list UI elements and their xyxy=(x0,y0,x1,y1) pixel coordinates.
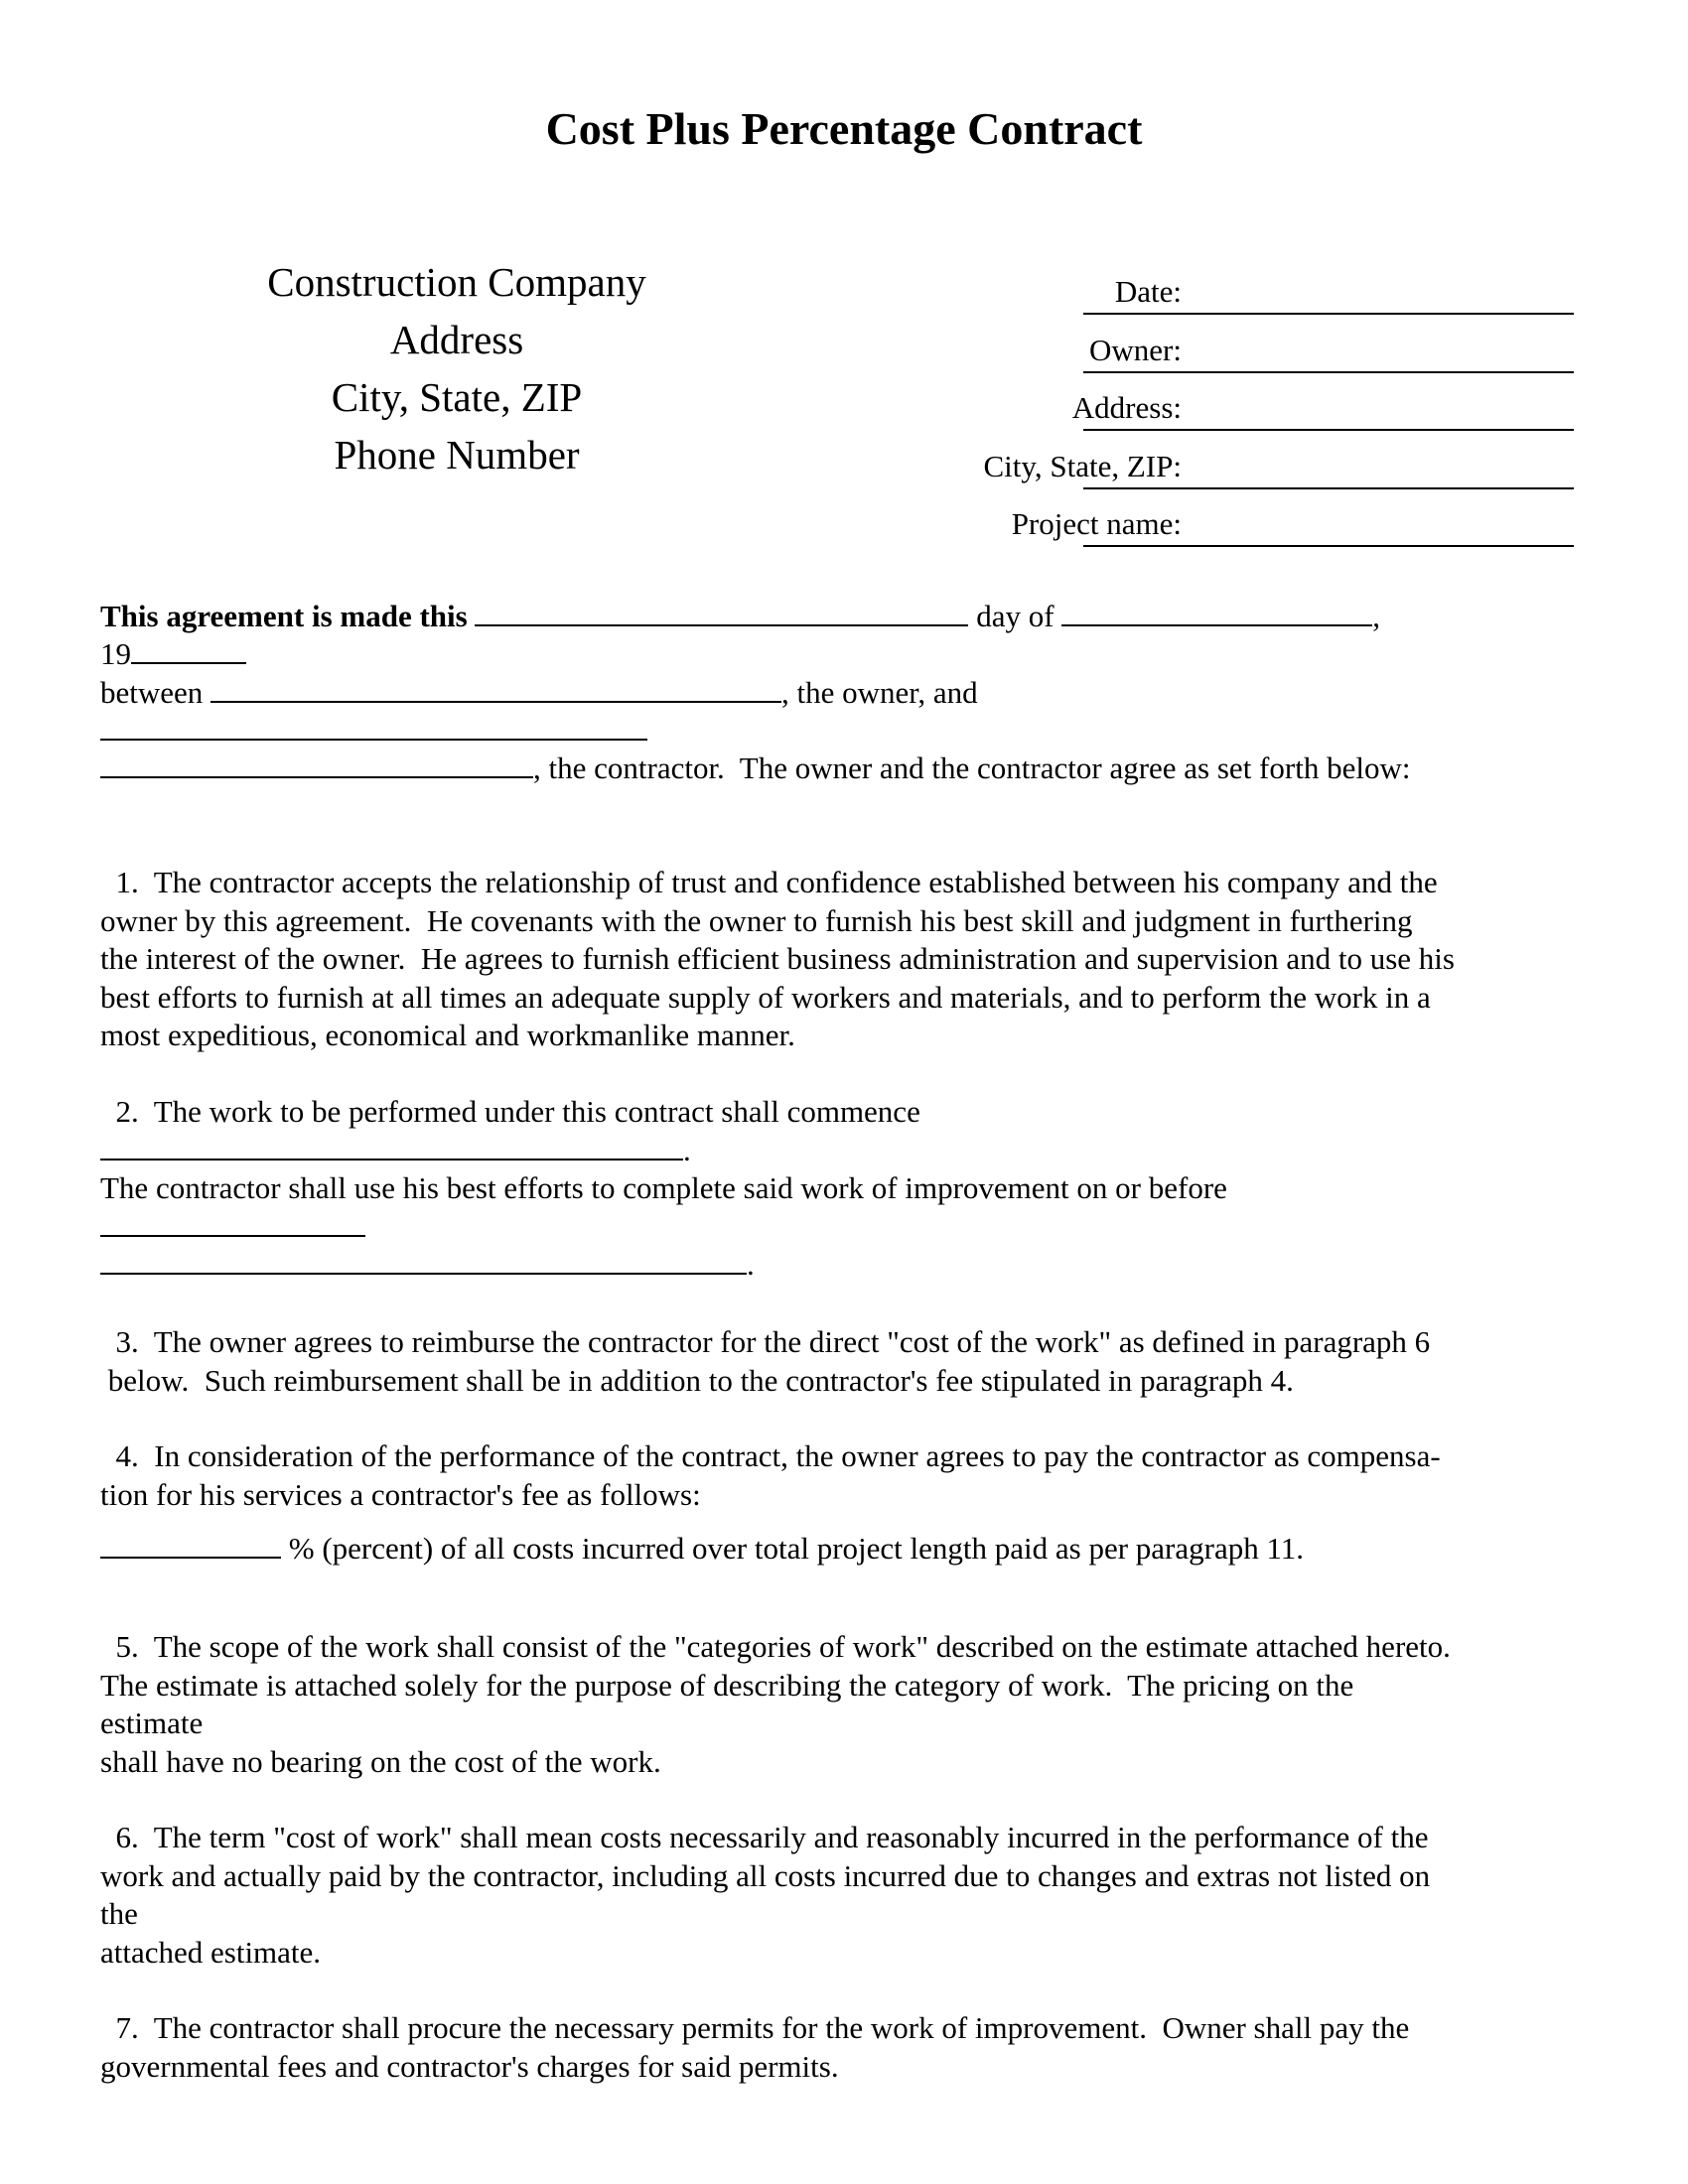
paragraph-6-line: work and actually paid by the contractor, including all costs incurred due to changes and extras not listed on xyxy=(100,1857,1431,1893)
paragraph-3 xyxy=(100,1323,1590,1400)
paragraph-4-fee-text: % (percent) of all costs incurred over total project length paid as per paragraph 11. xyxy=(281,1531,1305,1566)
header-fields xyxy=(834,268,1589,559)
paragraph-1-line: most expeditious, economical and workmanlike manner. xyxy=(100,1018,795,1052)
agreement-line-5 xyxy=(100,750,1410,788)
paragraph-2-blank-line-3 xyxy=(100,1246,1590,1285)
paragraph-5-line: 5. The scope of the work shall consist of the "categories of work" described on the estimate attached hereto. xyxy=(100,1629,1451,1664)
completion-date-blank-1[interactable] xyxy=(100,1209,365,1237)
field-address xyxy=(834,384,1589,443)
city-state-zip-input-line[interactable] xyxy=(1083,487,1574,489)
agreement-line-2 xyxy=(100,635,246,674)
field-label-city-state-zip: City, State, ZIP: xyxy=(983,448,1182,483)
paragraph-1-line: best efforts to furnish at all times an adequate supply of workers and materials, and to perform the work in a xyxy=(100,979,1431,1015)
field-label-project-name: Project name: xyxy=(1011,506,1182,541)
paragraph-2-blank-line-1 xyxy=(100,1132,1590,1170)
address-input-line[interactable] xyxy=(1083,429,1574,431)
agreement-line-4 xyxy=(100,712,647,751)
company-block xyxy=(199,253,715,483)
agreement-the-owner-and: , the owner, and xyxy=(781,675,978,710)
paragraph-5 xyxy=(100,1628,1590,1781)
field-label-address: Address: xyxy=(1071,390,1182,425)
field-project-name xyxy=(834,500,1589,559)
paragraph-2-blank-line-2 xyxy=(100,1208,1590,1247)
contractor-name-blank-2[interactable] xyxy=(100,751,533,778)
paragraph-6-line: attached estimate. xyxy=(100,1934,322,1970)
paragraph-4 xyxy=(100,1437,1590,1514)
agreement-year-prefix: 19 xyxy=(100,636,131,671)
agreement-day-blank[interactable] xyxy=(475,599,968,626)
commence-date-blank[interactable] xyxy=(100,1133,683,1160)
paragraph-5-line: shall have no bearing on the cost of the work. xyxy=(100,1743,661,1779)
completion-date-blank-2[interactable] xyxy=(100,1247,747,1275)
percent-fee-blank[interactable] xyxy=(100,1531,281,1559)
paragraph-6 xyxy=(100,1819,1590,1972)
paragraph-7 xyxy=(100,2009,1590,2086)
paragraph-3-line: 3. The owner agrees to reimburse the contractor for the direct "cost of the work" as defined in paragraph 6 xyxy=(100,1324,1431,1359)
paragraph-2 xyxy=(100,1093,1590,1285)
paragraph-1-line: owner by this agreement. He covenants with the owner to furnish his best skill and judgment in furthering xyxy=(100,902,1413,938)
agreement-between: between xyxy=(100,675,204,710)
paragraph-4-line: tion for his services a contractor's fee as follows: xyxy=(100,1476,701,1512)
paragraph-1-line: the interest of the owner. He agrees to furnish efficient business administration and supervision and to use his xyxy=(100,941,1455,976)
field-owner xyxy=(834,327,1589,385)
project-name-input-line[interactable] xyxy=(1083,545,1574,547)
date-input-line[interactable] xyxy=(1083,313,1574,315)
agreement-the-contractor: , the contractor. The owner and the contractor agree as set forth below: xyxy=(533,751,1411,785)
paragraph-2-line: 2. The work to be performed under this contract shall commence xyxy=(100,1094,920,1129)
agreement-day-of: day of xyxy=(976,599,1055,633)
field-city-state-zip xyxy=(834,443,1589,501)
paragraph-2-period: . xyxy=(683,1132,691,1167)
agreement-comma: , xyxy=(1372,599,1381,633)
owner-name-blank[interactable] xyxy=(211,675,781,703)
contractor-name-blank-1[interactable] xyxy=(100,713,647,741)
company-name: Construction Company xyxy=(267,259,646,305)
paragraph-1 xyxy=(100,864,1590,1055)
paragraph-5-line: The estimate is attached solely for the purpose of describing the category of work. The pricing on the xyxy=(100,1667,1354,1703)
paragraph-5-line: estimate xyxy=(100,1706,204,1740)
document-title: Cost Plus Percentage Contract xyxy=(545,103,1143,154)
paragraph-2-period: . xyxy=(747,1247,755,1282)
agreement-month-blank[interactable] xyxy=(1061,599,1372,626)
company-address: Address xyxy=(389,317,524,362)
paragraph-7-line: governmental fees and contractor's charges for said permits. xyxy=(100,2048,839,2084)
paragraph-2-line: The contractor shall use his best efforts to complete said work of improvement on or before xyxy=(100,1170,1227,1205)
agreement-line-3 xyxy=(100,674,978,713)
paragraph-6-line: the xyxy=(100,1896,138,1931)
paragraph-6-line: 6. The term "cost of work" shall mean costs necessarily and reasonably incurred in the performance of the xyxy=(100,1820,1429,1854)
paragraph-4-fee-line xyxy=(100,1530,1304,1569)
agreement-year-blank[interactable] xyxy=(131,636,246,664)
field-label-owner: Owner: xyxy=(1089,332,1182,367)
company-phone: Phone Number xyxy=(334,432,580,478)
paragraph-3-line: below. Such reimbursement shall be in addition to the contractor's fee stipulated in paragraph 4. xyxy=(100,1362,1294,1398)
field-label-date: Date: xyxy=(1114,274,1182,309)
agreement-line-1 xyxy=(100,598,1380,636)
field-date xyxy=(834,268,1589,327)
paragraph-7-line: 7. The contractor shall procure the necessary permits for the work of improvement. Owner shall pay the xyxy=(100,2010,1410,2045)
company-city-state-zip: City, State, ZIP xyxy=(331,374,583,420)
paragraph-4-line: 4. In consideration of the performance of the contract, the owner agrees to pay the contractor as compensa- xyxy=(100,1438,1441,1473)
owner-input-line[interactable] xyxy=(1083,371,1574,373)
agreement-made-this: This agreement is made this xyxy=(100,599,468,633)
paragraph-1-line: 1. The contractor accepts the relationship of trust and confidence established between his company and the xyxy=(100,865,1438,899)
